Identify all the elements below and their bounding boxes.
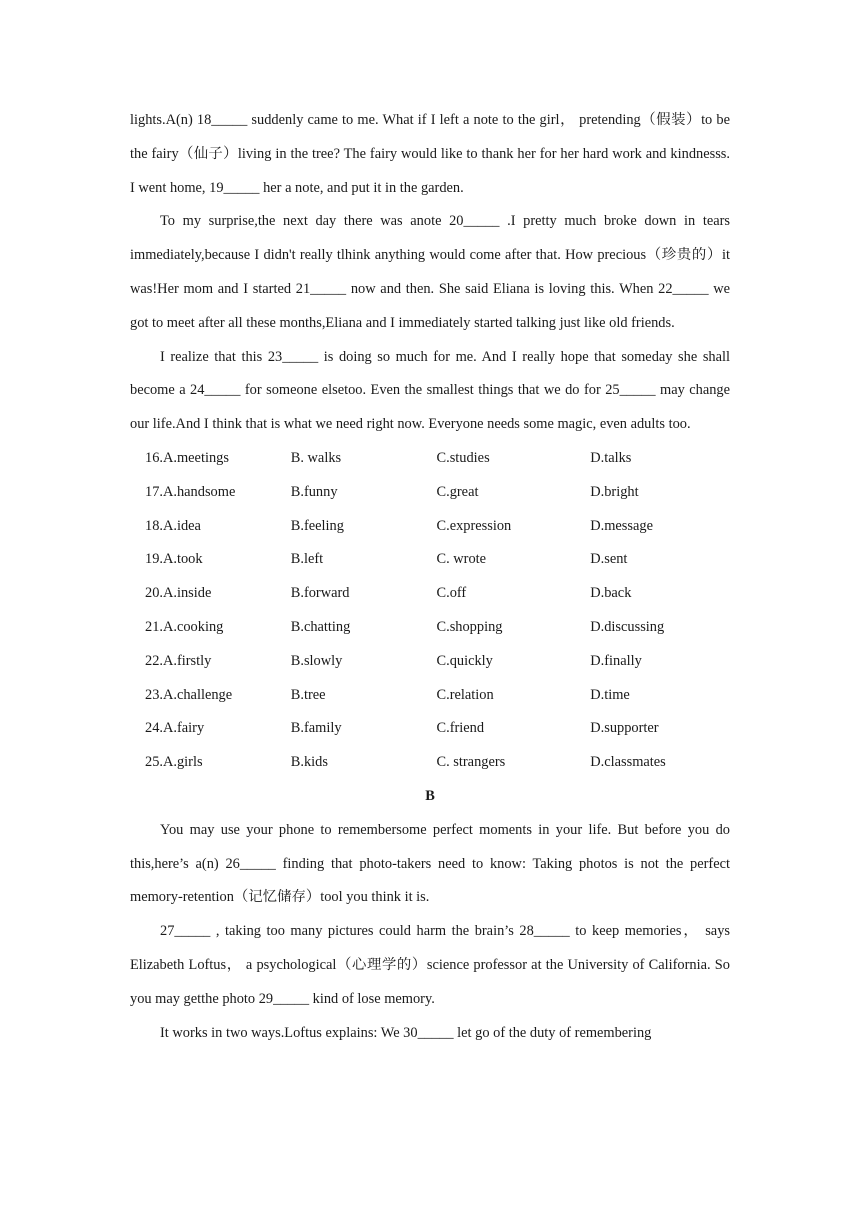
options-row-18 [130, 510, 730, 544]
option-19-c: C. wrote [436, 551, 487, 568]
options-row-17 [130, 476, 730, 510]
option-17-d: D.bright [590, 483, 639, 500]
passage-b-paragraph-3: It works in two ways.Loftus explains: We 30_____ let go of the duty of remembering [160, 1024, 652, 1041]
option-21-b: B.chatting [290, 618, 351, 635]
option-16-c: C.studies [436, 449, 490, 466]
passage-a-paragraph-1: lights.A(n) 18_____ suddenly came to me. What if I left a note to the girl， pretending（假装）to be the fairy（仙子）living in the tree? The fairy would like to thank her for her hard work and kindnesss. I went home, 19_____ her a note, and put it in the garden. [130, 112, 730, 196]
document-page [130, 104, 730, 1050]
option-17-b: B.funny [290, 483, 338, 500]
options-row-23 [130, 679, 730, 713]
option-24-d: D.supporter [590, 720, 659, 737]
option-19-b: B.left [290, 551, 324, 568]
option-23-b: B.tree [290, 686, 326, 703]
option-25-d: D.classmates [590, 754, 666, 771]
option-19-a: 19.A.took [145, 551, 203, 568]
option-24-b: B.family [290, 720, 342, 737]
option-24-c: C.friend [436, 720, 485, 737]
option-20-b: B.forward [290, 585, 350, 602]
option-22-a: 22.A.firstly [145, 652, 212, 669]
options-row-19 [130, 543, 730, 577]
option-21-a: 21.A.cooking [145, 618, 224, 635]
passage-b-paragraph-2: 27_____ , taking too many pictures could harm the brain’s 28_____ to keep memories， says Elizabeth Loftus， a psychological（心理学的）science professor at the University of California. So you may getthe photo 29_____ kind of lose memory. [130, 923, 730, 1007]
option-18-d: D.message [590, 517, 653, 534]
passage-b-paragraph-1: You may use your phone to remembersome perfect moments in your life. But before you do this,here’s a(n) 26_____ finding that photo-takers need to know: Taking photos is not the perfect memory-retention（记忆储存）tool you think it is. [130, 821, 730, 906]
options-row-24 [130, 712, 730, 746]
options-row-22 [130, 645, 730, 679]
section-b-title: B [425, 787, 435, 804]
option-21-d: D.discussing [590, 618, 665, 635]
option-22-c: C.quickly [436, 652, 493, 669]
option-23-a: 23.A.challenge [145, 686, 233, 703]
option-17-c: C.great [436, 483, 479, 500]
option-20-a: 20.A.inside [145, 585, 212, 602]
option-22-d: D.finally [590, 652, 642, 669]
option-25-b: B.kids [290, 754, 328, 771]
passage-a-paragraph-2: To my surprise,the next day there was anote 20_____ .I pretty much broke down in tears immediately,because I didn't really tlhink anything would come after that. How precious（珍贵的）it was!Her mom and I started 21_____ now and then. She said Eliana is loving this. When 22_____ we got to meet after all these months,Eliana and I immediately started talking just like old friends. [130, 213, 730, 331]
option-25-c: C. strangers [436, 754, 506, 771]
passage-a-paragraph-3: I realize that this 23_____ is doing so much for me. And I really hope that someday she shall become a 24_____ for someone elsetoo. Even the smallest things that we do for 25_____ may change our life.And I think that is what we need right now. Everyone needs some magic, even adults too. [130, 348, 730, 433]
option-16-a: 16.A.meetings [145, 449, 229, 466]
option-18-b: B.feeling [290, 517, 344, 534]
option-16-d: D.talks [590, 449, 632, 466]
option-20-d: D.back [590, 585, 632, 602]
option-17-a: 17.A.handsome [145, 483, 236, 500]
options-row-16 [130, 442, 730, 476]
option-16-b: B. walks [290, 449, 342, 466]
options-row-21 [130, 611, 730, 645]
option-22-b: B.slowly [290, 652, 343, 669]
option-19-d: D.sent [590, 551, 628, 568]
option-23-d: D.time [590, 686, 630, 703]
options-row-25 [130, 746, 730, 780]
option-24-a: 24.A.fairy [145, 720, 205, 737]
options-row-20 [130, 577, 730, 611]
option-18-c: C.expression [436, 517, 512, 534]
option-25-a: 25.A.girls [145, 754, 203, 771]
option-21-c: C.shopping [436, 618, 503, 635]
option-20-c: C.off [436, 585, 467, 602]
answer-options-list [130, 442, 730, 780]
option-23-c: C.relation [436, 686, 494, 703]
option-18-a: 18.A.idea [145, 517, 201, 534]
